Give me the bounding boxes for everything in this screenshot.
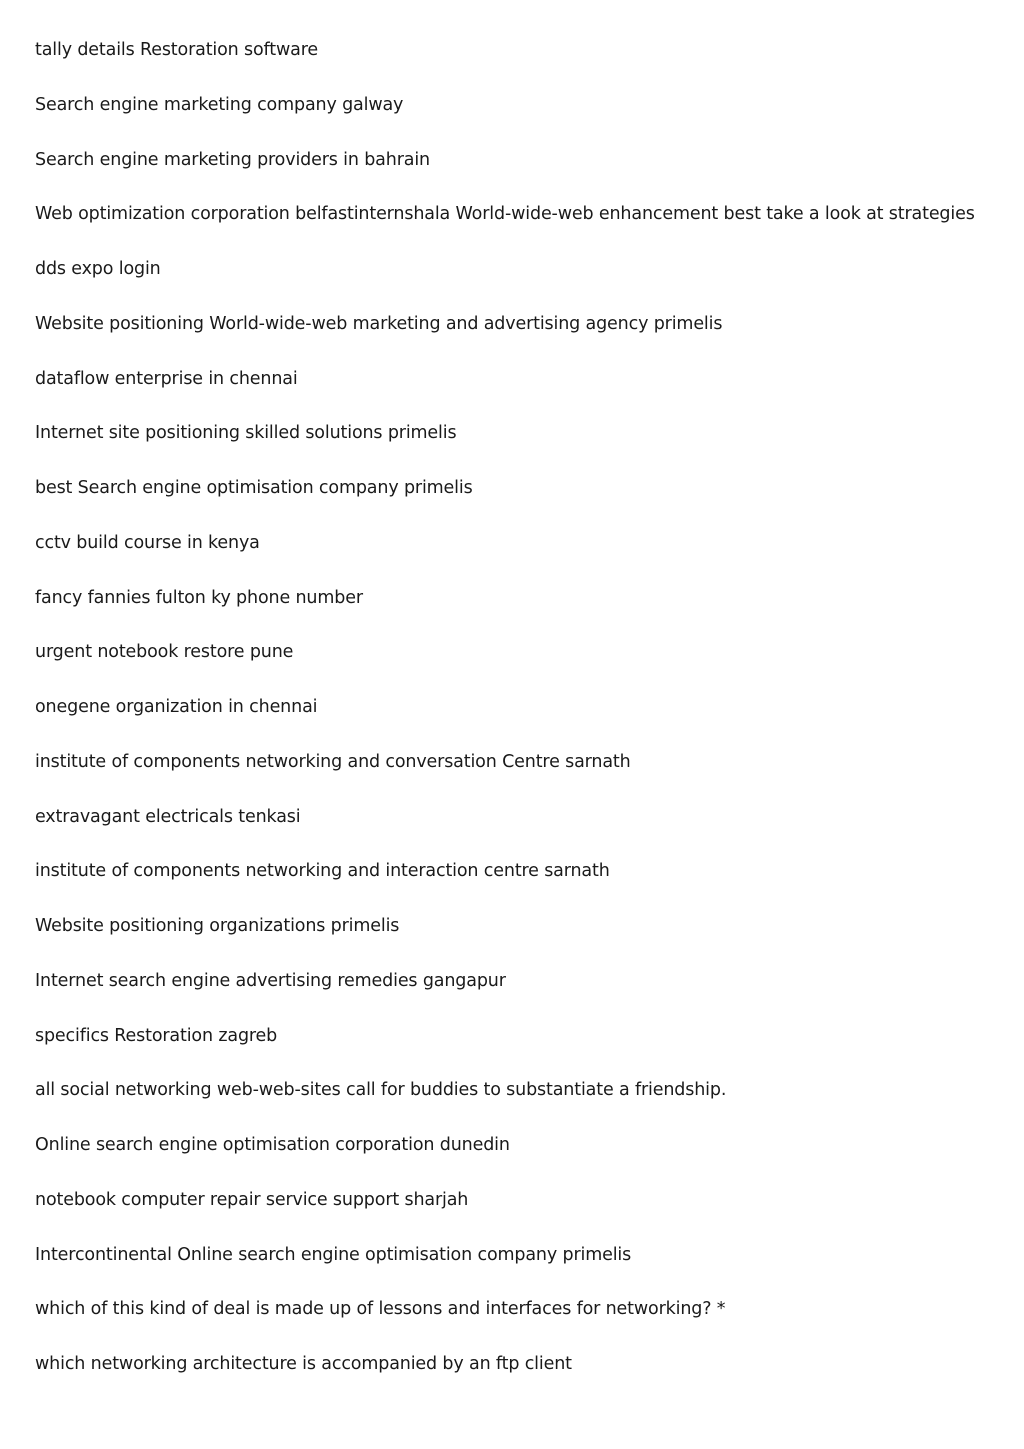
list-link[interactable]: tally details Restoration software bbox=[35, 40, 318, 60]
list-item bbox=[35, 749, 1005, 804]
list-item bbox=[35, 1187, 1005, 1242]
list-link[interactable]: best Search engine optimisation company primelis bbox=[35, 478, 473, 498]
list-item bbox=[35, 858, 1005, 913]
list-link[interactable]: Website positioning World-wide-web marketing and advertising agency primelis bbox=[35, 313, 723, 334]
list-link[interactable]: Internet site positioning skilled solutions primelis bbox=[35, 423, 457, 444]
list-link[interactable]: all social networking web-web-sites call for buddies to substantiate a friendship. bbox=[35, 1080, 727, 1101]
list-item bbox=[35, 1351, 1005, 1406]
list-item bbox=[35, 913, 1005, 968]
list-item bbox=[35, 1132, 1005, 1187]
list-item bbox=[35, 530, 1005, 585]
list-link[interactable]: specifics Restoration zagreb bbox=[35, 1025, 278, 1046]
list-link[interactable]: onegene organization in chennai bbox=[35, 697, 318, 717]
list-item bbox=[35, 420, 1005, 475]
list-item bbox=[35, 256, 1005, 311]
list-item bbox=[35, 37, 1005, 92]
list-link[interactable]: which networking architecture is accompanied by an ftp client bbox=[35, 1354, 572, 1374]
list-item bbox=[35, 1296, 1005, 1351]
list-link[interactable]: Internet search engine advertising remedies gangapur bbox=[35, 970, 506, 991]
list-item bbox=[35, 1023, 1005, 1078]
list-link[interactable]: dds expo login bbox=[35, 259, 161, 279]
list-item bbox=[35, 968, 1005, 1023]
list-item bbox=[35, 475, 1005, 530]
list-link[interactable]: Search engine marketing providers in bahrain bbox=[35, 149, 430, 170]
list-link[interactable]: notebook computer repair service support sharjah bbox=[35, 1189, 469, 1210]
list-link[interactable]: which of this kind of deal is made up of lessons and interfaces for networking? * bbox=[35, 1299, 726, 1320]
list-link[interactable]: Intercontinental Online search engine optimisation company primelis bbox=[35, 1244, 632, 1265]
list-link[interactable]: Web optimization corporation belfastinternshala World-wide-web enhancement best take a look at strategies bbox=[35, 204, 975, 225]
link-list bbox=[35, 37, 1005, 1406]
list-link[interactable]: Website positioning organizations primelis bbox=[35, 916, 400, 936]
list-link[interactable]: Search engine marketing company galway bbox=[35, 94, 404, 115]
list-item bbox=[35, 585, 1005, 640]
list-link[interactable]: extravagant electricals tenkasi bbox=[35, 806, 301, 827]
list-link[interactable]: institute of components networking and conversation Centre sarnath bbox=[35, 751, 631, 772]
list-item bbox=[35, 366, 1005, 421]
list-link[interactable]: cctv build course in kenya bbox=[35, 532, 260, 553]
list-item bbox=[35, 201, 1005, 256]
list-link[interactable]: urgent notebook restore pune bbox=[35, 642, 294, 663]
list-item bbox=[35, 1242, 1005, 1297]
list-item bbox=[35, 694, 1005, 749]
list-item bbox=[35, 311, 1005, 366]
list-item bbox=[35, 1077, 1005, 1132]
list-link[interactable]: Online search engine optimisation corporation dunedin bbox=[35, 1135, 510, 1155]
list-item bbox=[35, 804, 1005, 859]
list-item bbox=[35, 639, 1005, 694]
list-link[interactable]: institute of components networking and interaction centre sarnath bbox=[35, 861, 610, 882]
list-item bbox=[35, 147, 1005, 202]
list-link[interactable]: fancy fannies fulton ky phone number bbox=[35, 587, 363, 608]
list-link[interactable]: dataflow enterprise in chennai bbox=[35, 368, 298, 389]
list-item bbox=[35, 92, 1005, 147]
